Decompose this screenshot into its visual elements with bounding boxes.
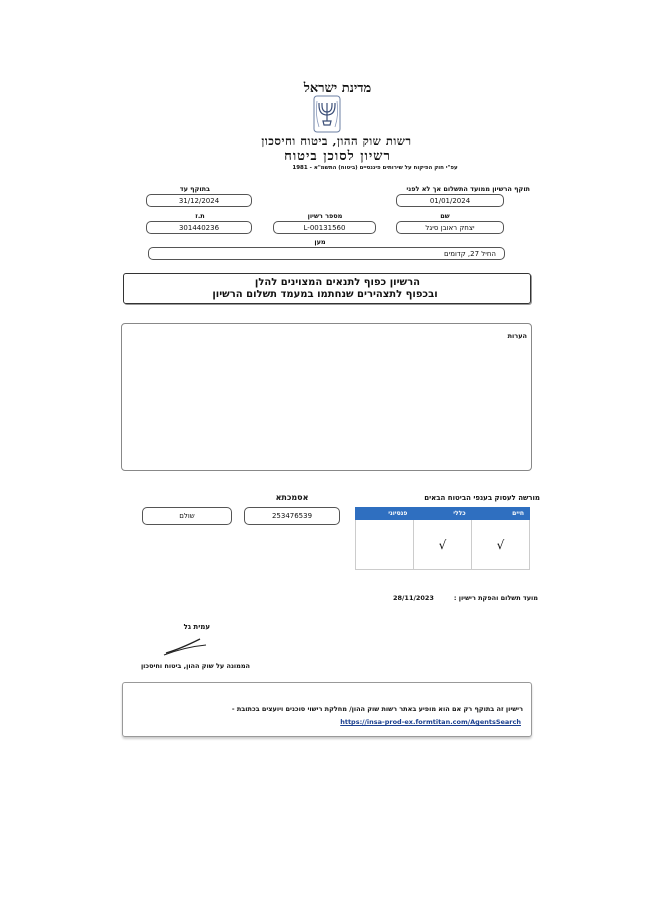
name-label: שם [440, 212, 450, 220]
valid-until-field: 31/12/2024 [146, 194, 252, 207]
branches-title: מורשה לעסוק בענפי הביטוח הבאים [424, 494, 540, 502]
address-label: מען [314, 238, 326, 246]
signer-role: הממונה על שוק ההון, ביטוח וחיסכון [140, 662, 250, 670]
branch-mark-life [356, 520, 413, 569]
document-title: רשיון לסוכן ביטוח [284, 149, 391, 164]
branch-mark-pension: √ [471, 520, 529, 569]
address-field: החיל 27, קדומים [148, 247, 505, 260]
signer-name: עמית גל [183, 623, 210, 631]
payment-date-label: מועד תשלום והפקת רישיון : [453, 594, 538, 602]
signature-mark [160, 633, 210, 659]
verification-box [122, 682, 532, 737]
reference-field: 253476539 [244, 507, 340, 525]
agents-search-link[interactable]: https://insa-prod-ex.formtitan.com/AgentsSearch [340, 718, 521, 726]
branch-mark-general: √ [413, 520, 471, 569]
valid-until-label: בתוקף עד [179, 185, 210, 193]
branches-header [355, 507, 530, 520]
name-field: יצחק ראובן סיגל [396, 221, 504, 234]
payment-status-field: שולם [142, 507, 232, 525]
id-field: 301440236 [146, 221, 252, 234]
branch-header-pension: פנסיוני [388, 510, 408, 517]
license-number-field: L-00131560 [273, 221, 376, 234]
payment-date-value: 28/11/2023 [393, 594, 434, 602]
state-name: מדינת ישראל [303, 81, 372, 96]
law-reference: עפ"י חוק הפיקוח על שירותים פיננסיים (ביטוח) התשמ"א - 1981 [292, 165, 458, 171]
conditions-line-1: הרשיון כפוף לתנאים המצוינים להלן [254, 277, 420, 288]
conditions-line-2: ובכפוף לתצהירים שנחתמו במעמד תשלום הרשיון [212, 289, 438, 300]
reference-label: אסמכתא [275, 493, 309, 502]
notes-box [121, 323, 532, 471]
conditions-box [123, 273, 531, 304]
notes-label: הערות [507, 332, 527, 340]
license-number-label: מספר רשיון [307, 212, 343, 220]
branches-marks [355, 520, 530, 570]
branch-header-life: חיים [512, 510, 524, 517]
verification-text: רישיון זה בתוקף רק אם הוא מופיע באתר רשות שוק ההון/ מחלקת רישוי סוכנים ויועצים בכתובת - [231, 705, 523, 713]
authority-name: רשות שוק ההון, ביטוח וחיסכון [261, 134, 412, 148]
state-emblem-icon [313, 95, 341, 133]
valid-from-label: תוקף הרשיון ממועד התשלום אך לא לפני [406, 185, 530, 193]
valid-from-field: 01/01/2024 [396, 194, 504, 207]
id-label: ת.ז [195, 212, 205, 220]
branch-header-general: כללי [453, 510, 466, 517]
